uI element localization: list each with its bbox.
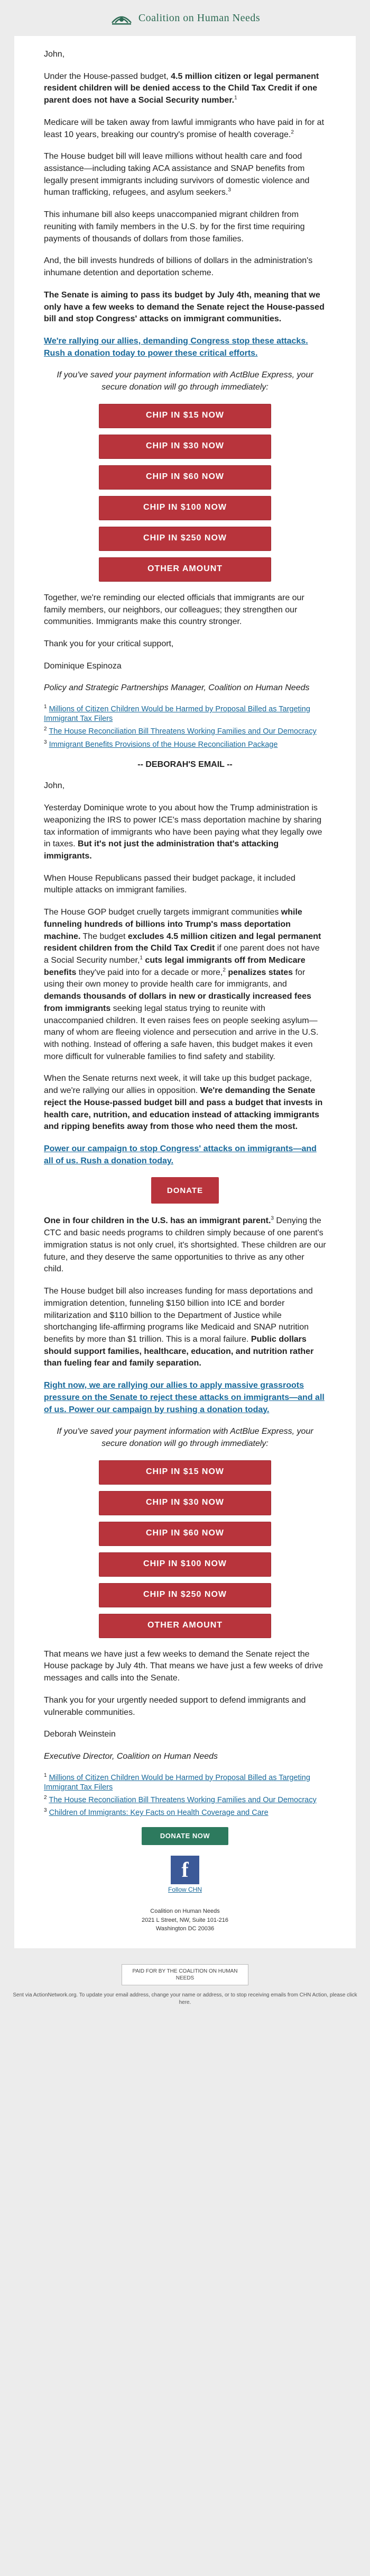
brand-name: Coalition on Human Needs xyxy=(138,12,261,24)
paragraph: When the Senate returns next week, it will take up this budget package, and we're rallying our allies in opposition. We're demanding the Senate reject the House-passed budget bill and pass a budget that invests in health care, nutrition, and education instead of attacking immigrants and ripping benefits away from those who need them the most. xyxy=(44,1074,323,1132)
chip-in-250-button[interactable]: CHIP IN $250 NOW xyxy=(99,1583,271,1607)
paid-for-wrap xyxy=(0,1964,370,1985)
donate-link[interactable]: We're rallying our allies, demanding Congress stop these attacks. Rush a donation today to power these critical efforts. xyxy=(44,336,308,358)
greeting: John, xyxy=(44,781,65,791)
chip-in-30-button[interactable]: CHIP IN $30 NOW xyxy=(99,435,271,459)
footnote-link[interactable]: Millions of Citizen Children Would be Harmed by Proposal Billed as Targeting Immigrant Tax Filers xyxy=(44,705,310,724)
paragraph xyxy=(44,1380,326,1416)
other-amount-button[interactable]: OTHER AMOUNT xyxy=(99,557,271,582)
paid-for-disclaimer: PAID FOR BY THE COALITION ON HUMAN NEEDS xyxy=(122,1964,248,1985)
paragraph: Under the House-passed budget, 4.5 million citizen or legal permanent resident children will be denied access to the Child Tax Credit if one parent does not have a Social Security number.$^1$ xyxy=(44,71,319,105)
donate-now-button[interactable]: DONATE NOW xyxy=(142,1827,228,1845)
paragraph: And, the bill invests hundreds of billions of dollars in the administration's inhumane detention and deportation scheme. xyxy=(44,256,313,278)
greeting: John, xyxy=(44,50,65,59)
social-links xyxy=(44,1856,326,1884)
chip-in-100-button[interactable]: CHIP IN $100 NOW xyxy=(99,1552,271,1577)
signature-name: Deborah Weinstein xyxy=(44,1730,116,1739)
footnote-ref: 3 xyxy=(228,187,231,194)
paragraph: The House budget bill will leave millions without health care and food assistance—including taking ACA assistance and SNAP benefits from legally present immigrants including survivors of domestic violence and human trafficking, refugees, and asylum seekers.$^3$ xyxy=(44,152,310,197)
chip-in-15-button[interactable]: CHIP IN $15 NOW xyxy=(99,1460,271,1485)
footnote-ref: 1 xyxy=(234,95,237,101)
chip-in-30-button[interactable]: CHIP IN $30 NOW xyxy=(99,1491,271,1515)
paragraph: One in four children in the U.S. has an immigrant parent.$^3$ Denying the CTC and basic needs programs to children simply because of one parent's immigration status is not only cruel, it's shortsighted. These children are our future, and they deserve the same opportunities to thrive as any other child. xyxy=(44,1216,326,1274)
mailing-address: Coalition on Human Needs 2021 L Street, NW, Suite 101-216 Washington DC 20036 xyxy=(141,1908,229,1932)
donate-link[interactable]: Right now, we are rallying our allies to apply massive grassroots pressure on the Senate to reject these attacks on immigrants—and all of us. Power our campaign by rushing a donation today. xyxy=(44,1381,325,1414)
paragraph: Medicare will be taken away from lawful immigrants who have paid in for at least 10 years, breaking our country's promise of health coverage.$^2$ xyxy=(44,117,325,139)
footnotes xyxy=(44,1773,326,1818)
paragraph: Yesterday Dominique wrote to you about how the Trump administration is weaponizing the IRS to power ICE's mass deportation machine by sharing tax information of immigrants who have been paying what they legally owe in taxes. But it's not just the administration that's attacking immigrants. xyxy=(44,803,322,861)
unsubscribe-text: Sent via ActionNetwork.org. To update your email address, change your name or address, or to stop receiving emails from CHN Action, please click here. xyxy=(13,1992,357,2005)
actblue-note: If you've saved your payment information with ActBlue Express, your secure donation will go through immediately: xyxy=(57,370,313,392)
footnote-item: $^2$ The House Reconciliation Bill Threatens Working Families and Our Democracy xyxy=(44,726,317,736)
footnote-item: $^1$ Millions of Citizen Children Would be Harmed by Proposal Billed as Targeting Immigrant Tax Filers xyxy=(44,704,310,724)
paragraph xyxy=(44,336,326,359)
footnote-item: $^2$ The House Reconciliation Bill Threatens Working Families and Our Democracy xyxy=(44,1795,317,1804)
actblue-note: If you've saved your payment information with ActBlue Express, your secure donation will go through immediately: xyxy=(57,1427,313,1448)
chip-in-250-button[interactable]: CHIP IN $250 NOW xyxy=(99,527,271,551)
hands-logo-icon xyxy=(110,10,133,26)
paragraph: When House Republicans passed their budget package, it included multiple attacks on immigrant families. xyxy=(44,873,295,895)
footnotes xyxy=(44,704,326,749)
footnote-link[interactable]: Children of Immigrants: Key Facts on Health Coverage and Care xyxy=(49,1809,269,1818)
brand-logo[interactable] xyxy=(110,10,260,26)
footnote-ref: 3 xyxy=(271,1216,274,1222)
donate-button[interactable]: DONATE xyxy=(151,1177,219,1204)
chip-in-15-button[interactable]: CHIP IN $15 NOW xyxy=(99,404,271,428)
email-body-card xyxy=(14,36,356,1948)
footnote-link[interactable]: The House Reconciliation Bill Threatens Working Families and Our Democracy xyxy=(49,1795,317,1804)
donate-wrap xyxy=(44,1177,326,1204)
paragraph xyxy=(44,1143,326,1167)
paragraph: Together, we're reminding our elected officials that immigrants are our family members, our neighbors, our colleagues; they strengthen our communities. Immigrants make this country stronger. xyxy=(44,593,304,627)
paragraph: Thank you for your critical support, xyxy=(44,639,174,648)
chip-in-buttons xyxy=(44,1460,326,1638)
footnote-ref: 1 xyxy=(140,955,143,961)
other-amount-button[interactable]: OTHER AMOUNT xyxy=(99,1614,271,1638)
chip-in-60-button[interactable]: CHIP IN $60 NOW xyxy=(99,465,271,490)
donate-link[interactable]: Power our campaign to stop Congress' attacks on immigrants—and all of us. Rush a donation today. xyxy=(44,1144,317,1165)
signature-name: Dominique Espinoza xyxy=(44,661,122,671)
chip-in-buttons xyxy=(44,404,326,582)
facebook-icon[interactable]: f xyxy=(171,1856,199,1884)
chip-in-100-button[interactable]: CHIP IN $100 NOW xyxy=(99,496,271,520)
section-divider: -- DEBORAH'S EMAIL -- xyxy=(137,760,233,769)
email-header xyxy=(0,0,370,36)
footnote-item: $^1$ Millions of Citizen Children Would be Harmed by Proposal Billed as Targeting Immigrant Tax Filers xyxy=(44,1772,310,1792)
footnote-link[interactable]: The House Reconciliation Bill Threatens Working Families and Our Democracy xyxy=(49,727,317,736)
footnote-link[interactable]: Millions of Citizen Children Would be Harmed by Proposal Billed as Targeting Immigrant Tax Filers xyxy=(44,1773,310,1792)
paragraph: The House GOP budget cruelly targets immigrant communities while funneling hundreds of billions into Trump's mass deportation machine. The budget excludes 4.5 million citizen and legal permanent resident children from the Child Tax Credit if one parent does not have a Social Security number,$^1$ cuts legal immigrants off from Medicare benefits they've paid into for a decade or more,$^2$ penalizes states for using their own money to provide health care for immigrants, and demands thousands of dollars in new or drastically increased fees from immigrants seeking legal status trying to reunite with unaccompanied children. It even raises fees on people seeking asylum—many of whom are fleeing violence and persecution and arrive in the U.S. with nothing. Instead of offering a safe haven, this budget makes it even more difficult for vulnerable families to find safety and stability. xyxy=(44,908,321,1061)
footnote-link[interactable]: Immigrant Benefits Provisions of the House Reconciliation Package xyxy=(49,740,278,749)
paragraph: Thank you for your urgently needed support to defend immigrants and vulnerable communities. xyxy=(44,1695,306,1717)
paragraph: This inhumane bill also keeps unaccompanied migrant children from reuniting with family members in the U.S. by for the first time requiring payments of thousands of dollars from those families. xyxy=(44,210,305,243)
footnote-item: $^3$ Immigrant Benefits Provisions of the House Reconciliation Package xyxy=(44,739,278,749)
signature-title: Policy and Strategic Partnerships Manager, Coalition on Human Needs xyxy=(44,683,310,693)
signature-title: Executive Director, Coalition on Human Needs xyxy=(44,1752,218,1761)
paragraph: The Senate is aiming to pass its budget by July 4th, meaning that we only have a few weeks to demand the Senate reject the House-passed bill and stop Congress' attacks on immigrant communities. xyxy=(44,290,325,324)
paragraph: The House budget bill also increases funding for mass deportations and immigration detention, funneling $150 billion into ICE and border militarization and $110 billion to the Department of Justice while shortchanging life-affirming programs like Medicaid and SNAP nutrition benefits by more than $1 trillion. This is a moral failure. Public dollars should support families, healthcare, education, and nutrition rather than fueling fear and family separation. xyxy=(44,1287,314,1368)
footnote-ref: 2 xyxy=(223,967,226,973)
paragraph: That means we have just a few weeks to demand the Senate reject the House package by July 4th. That means we have just a few weeks of drive messages and calls into the Senate. xyxy=(44,1649,323,1683)
chip-in-60-button[interactable]: CHIP IN $60 NOW xyxy=(99,1522,271,1546)
footnote-ref: 2 xyxy=(291,129,294,135)
follow-link[interactable]: Follow CHN xyxy=(168,1886,202,1894)
footnote-item: $^3$ Children of Immigrants: Key Facts on Health Coverage and Care xyxy=(44,1807,269,1818)
donate-now-wrap xyxy=(44,1827,326,1845)
